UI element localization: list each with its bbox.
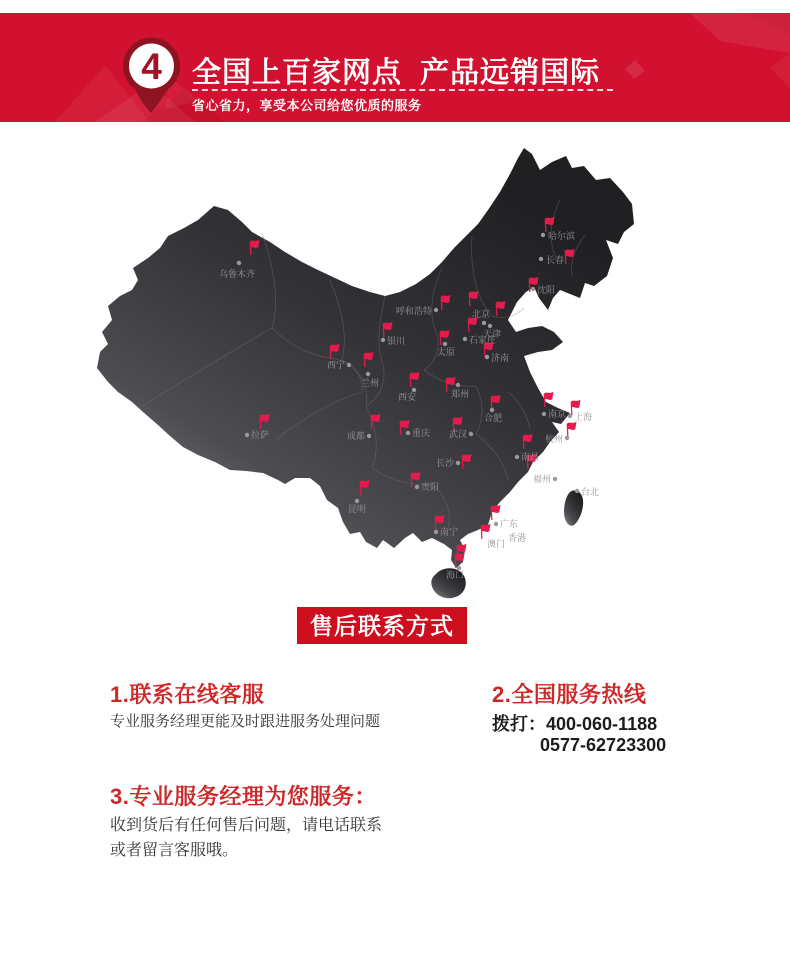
city-dot xyxy=(406,431,410,435)
contact-item2-heading: 2.全国服务热线 xyxy=(492,682,647,707)
network-flag-marker xyxy=(481,524,491,539)
city-dot xyxy=(415,485,419,489)
banner-dashed-divider xyxy=(192,89,613,91)
city-dot xyxy=(381,338,385,342)
china-map-svg xyxy=(80,140,640,600)
city-dot xyxy=(568,414,572,418)
city-dot xyxy=(494,522,498,526)
city-dot xyxy=(367,434,371,438)
city-label-拉萨: 拉萨 xyxy=(251,430,270,440)
city-dot xyxy=(565,436,569,440)
city-label-台北: 台北 xyxy=(581,487,600,497)
city-dot xyxy=(488,324,492,328)
promo-banner xyxy=(0,13,790,122)
city-dot xyxy=(443,342,447,346)
city-label-杭州: 杭州 xyxy=(544,434,563,444)
hotline-number-2: 0577-62723300 xyxy=(540,735,667,755)
network-flag-marker xyxy=(567,422,577,437)
city-label-长沙: 长沙 xyxy=(435,458,454,468)
city-label-石家庄: 石家庄 xyxy=(469,335,497,345)
contact-item3-line2: 或者留言客服哦。 xyxy=(110,842,239,859)
step-number-text: 4 xyxy=(141,46,162,87)
city-label-南宁: 南宁 xyxy=(440,527,459,537)
city-dot xyxy=(355,499,359,503)
city-label-福州: 福州 xyxy=(532,474,551,484)
city-dot xyxy=(469,432,473,436)
city-dot xyxy=(482,321,486,325)
city-label-长春: 长春 xyxy=(546,255,565,265)
city-dot xyxy=(542,412,546,416)
banner-title: 全国上百家网点 产品远销国际 xyxy=(192,57,601,89)
city-dot xyxy=(434,308,438,312)
city-label-天津: 天津 xyxy=(483,329,502,339)
city-dot xyxy=(456,383,460,387)
city-label-兰州: 兰州 xyxy=(361,378,380,388)
contact-item1-line1: 专业服务经理更能及时跟进服务处理问题 xyxy=(110,713,381,730)
city-dot xyxy=(456,461,460,465)
contact-item3-heading: 3.专业服务经理为您服务： xyxy=(110,784,377,809)
city-label-西安: 西安 xyxy=(398,392,417,402)
city-dot xyxy=(245,433,249,437)
city-label-银川: 银川 xyxy=(387,336,406,346)
city-label-南昌: 南昌 xyxy=(521,452,540,462)
city-dot xyxy=(541,233,545,237)
city-label-澳门: 澳门 xyxy=(487,539,506,549)
city-dot xyxy=(575,489,579,493)
city-dot xyxy=(366,372,370,376)
city-label-呼和浩特: 呼和浩特 xyxy=(395,306,432,316)
city-label-广东: 广东 xyxy=(500,519,519,529)
network-flag-marker xyxy=(491,505,501,520)
city-dot xyxy=(490,408,494,412)
city-label-太原: 太原 xyxy=(437,347,456,357)
city-label-武汉: 武汉 xyxy=(448,429,467,439)
city-label-郑州: 郑州 xyxy=(451,389,470,399)
city-dot xyxy=(485,355,489,359)
city-dot xyxy=(237,261,241,265)
city-dot xyxy=(553,477,557,481)
city-label-重庆: 重庆 xyxy=(412,428,431,438)
banner-subtitle: 省心省力，享受本公司给您优质的服务 xyxy=(192,98,422,113)
city-label-合肥: 合肥 xyxy=(484,413,503,423)
hotline-number-1: 拨打：400-060-1188 xyxy=(492,714,658,734)
city-dot xyxy=(347,363,351,367)
contact-item3-line1: 收到货后有任何售后问题，请电话联系 xyxy=(110,817,383,834)
city-dot xyxy=(434,530,438,534)
city-label-西宁: 西宁 xyxy=(326,360,345,370)
city-label-南京: 南京 xyxy=(548,409,567,419)
city-dot xyxy=(531,287,535,291)
city-label-香港: 香港 xyxy=(508,533,527,543)
city-label-北京: 北京 xyxy=(472,309,491,319)
city-label-成都: 成都 xyxy=(346,431,365,441)
city-label-贵阳: 贵阳 xyxy=(421,482,440,492)
step-number-badge xyxy=(122,37,182,115)
contact-item3-body xyxy=(110,813,382,863)
city-label-上海: 上海 xyxy=(574,412,593,422)
city-label-沈阳: 沈阳 xyxy=(537,285,556,295)
city-dot xyxy=(463,337,467,341)
city-label-哈尔滨: 哈尔滨 xyxy=(548,231,576,241)
city-label-济南: 济南 xyxy=(491,353,510,363)
city-dot xyxy=(539,257,543,261)
aftersale-title-box: 售后联系方式 xyxy=(297,607,467,644)
city-dot xyxy=(515,455,519,459)
contact-item1-heading: 1.联系在线客服 xyxy=(110,682,265,707)
city-label-昆明: 昆明 xyxy=(348,504,367,514)
china-network-map xyxy=(80,140,640,600)
city-label-乌鲁木齐: 乌鲁木齐 xyxy=(218,269,256,279)
city-label-海口: 海口 xyxy=(446,570,465,580)
